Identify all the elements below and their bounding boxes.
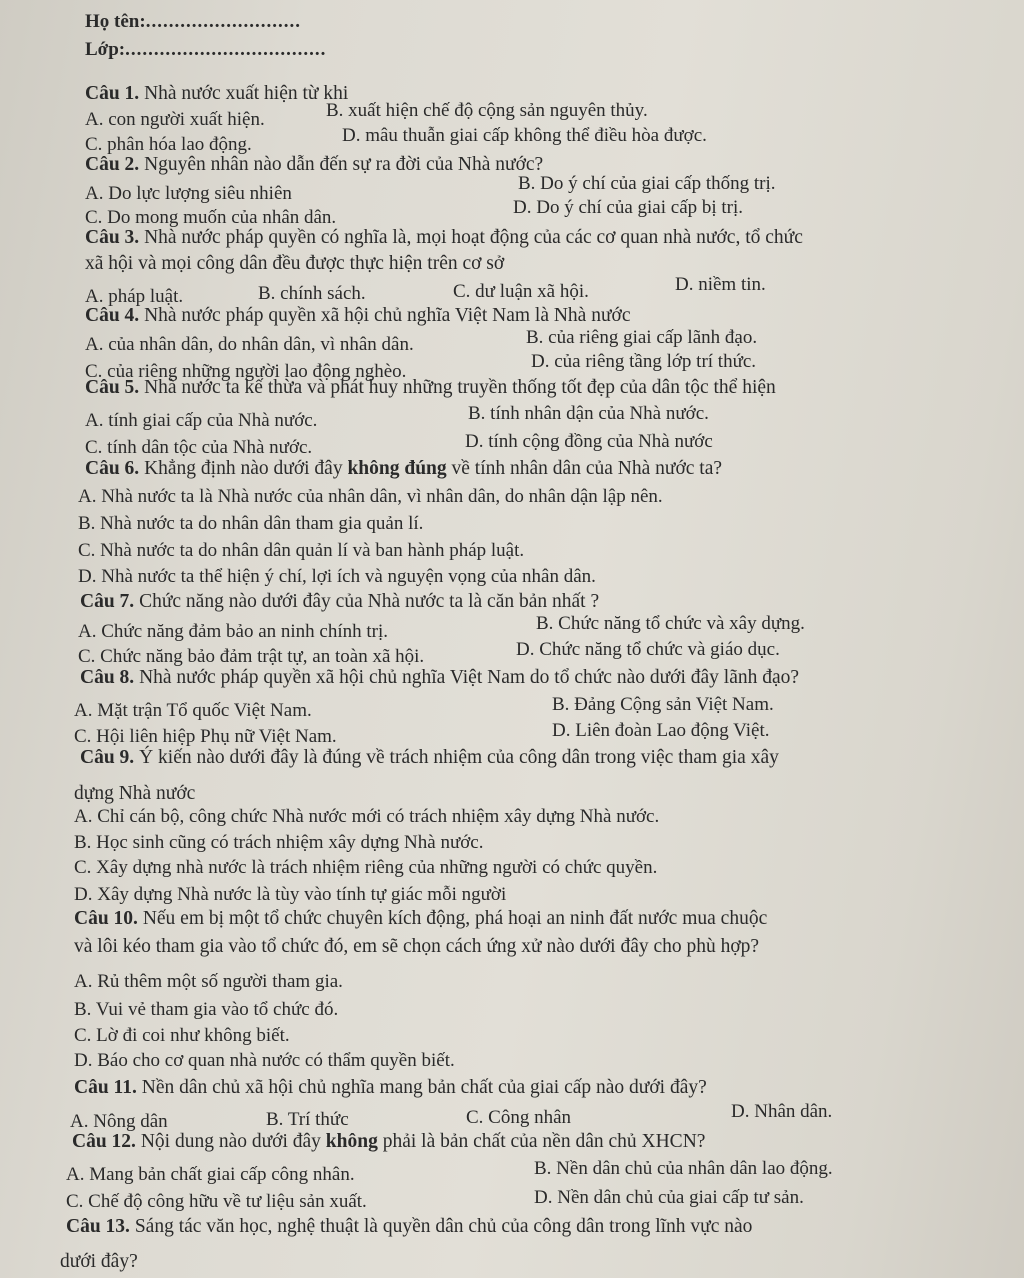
q7-option-b: B. Chức năng tổ chức và xây dựng. <box>536 613 805 634</box>
question-9 <box>80 746 779 770</box>
question-4-number: Câu 4. <box>85 305 140 326</box>
question-11 <box>74 1076 707 1100</box>
q3-option-d: D. niềm tin. <box>675 274 766 295</box>
q12-option-c: C. Chế độ công hữu về tư liệu sản xuất. <box>66 1191 367 1212</box>
q8-option-a: A. Mặt trận Tổ quốc Việt Nam. <box>74 700 312 721</box>
q3-option-a: A. pháp luật. <box>85 286 184 307</box>
question-5 <box>85 376 776 400</box>
question-13 <box>66 1215 752 1239</box>
q7-option-d: D. Chức năng tổ chức và giáo dục. <box>516 639 780 660</box>
question-5-text: Nhà nước ta kế thừa và phát huy những truyền thống tốt đẹp của dân tộc thể hiện <box>144 377 776 398</box>
question-11-number: Câu 11. <box>74 1077 137 1098</box>
question-7 <box>80 590 599 614</box>
q8-option-d: D. Liên đoàn Lao động Việt. <box>552 720 770 741</box>
q6-option-c: C. Nhà nước ta do nhân dân quản lí và ban hành pháp luật. <box>78 540 525 561</box>
question-12 <box>72 1130 705 1154</box>
q4-option-c: C. của riêng những người lao động nghèo. <box>85 361 407 382</box>
question-4-text: Nhà nước pháp quyền xã hội chủ nghĩa Việt Nam là Nhà nước <box>144 305 631 326</box>
q3-option-c: C. dư luận xã hội. <box>453 281 589 302</box>
question-10-text-cont: và lôi kéo tham gia vào tổ chức đó, em sẽ chọn cách ứng xử nào dưới đây cho phù hợp? <box>74 936 760 957</box>
q9-option-b: B. Học sinh cũng có trách nhiệm xây dựng Nhà nước. <box>74 832 484 853</box>
q1-option-a: A. con người xuất hiện. <box>85 109 265 130</box>
q10-option-b: B. Vui vẻ tham gia vào tổ chức đó. <box>74 999 339 1020</box>
q11-option-a: A. Nông dân <box>70 1111 168 1132</box>
q10-option-d: D. Báo cho cơ quan nhà nước có thẩm quyền biết. <box>74 1050 455 1071</box>
question-2-text: Nguyên nhân nào dẫn đến sự ra đời của Nhà nước? <box>144 154 544 175</box>
question-10-text: Nếu em bị một tổ chức chuyên kích động, phá hoại an ninh đất nước mua chuộc <box>142 908 768 929</box>
question-11-text: Nền dân chủ xã hội chủ nghĩa mang bản chất của giai cấp nào dưới đây? <box>141 1077 707 1098</box>
q10-option-a: A. Rủ thêm một số người tham gia. <box>74 971 343 992</box>
q5-option-b: B. tính nhân dận của Nhà nước. <box>468 403 709 424</box>
q7-option-c: C. Chức năng bảo đảm trật tự, an toàn xã hội. <box>78 646 425 667</box>
question-3-number: Câu 3. <box>85 227 140 248</box>
q6-option-a: A. Nhà nước ta là Nhà nước của nhân dân, vì nhân dân, do nhân dận lập nên. <box>78 486 663 507</box>
question-1 <box>85 82 348 106</box>
q7-option-a: A. Chức năng đảm bảo an ninh chính trị. <box>78 621 389 642</box>
q2-option-b: B. Do ý chí của giai cấp thống trị. <box>518 173 776 194</box>
q12-option-a: A. Mang bản chất giai cấp công nhân. <box>66 1164 355 1185</box>
question-1-text: Nhà nước xuất hiện từ khi <box>144 83 349 104</box>
question-13-text-cont: dưới đây? <box>60 1251 138 1272</box>
question-13-number: Câu 13. <box>66 1216 130 1237</box>
q6-option-b: B. Nhà nước ta do nhân dân tham gia quản lí. <box>78 513 424 534</box>
question-13-text: Sáng tác văn học, nghệ thuật là quyền dân chủ của công dân trong lĩnh vực nào <box>134 1216 753 1237</box>
question-3-text: Nhà nước pháp quyền có nghĩa là, mọi hoạt động của các cơ quan nhà nước, tổ chức <box>144 227 803 248</box>
name-label: Họ tên: <box>85 11 146 32</box>
question-10-number: Câu 10. <box>74 908 138 929</box>
q9-option-c: C. Xây dựng nhà nước là trách nhiệm riêng của những người có chức quyền. <box>74 857 658 878</box>
q9-option-a: A. Chỉ cán bộ, công chức Nhà nước mới có trách nhiệm xây dựng Nhà nước. <box>74 806 660 827</box>
q5-option-c: C. tính dân tộc của Nhà nước. <box>85 437 313 458</box>
question-6-text-bold: không đúng <box>347 458 447 479</box>
class-dots: ................................... <box>125 39 327 60</box>
q1-option-c: C. phân hóa lao động. <box>85 134 252 155</box>
q9-option-d: D. Xây dựng Nhà nước là tùy vào tính tự giác mỗi người <box>74 884 507 905</box>
question-12-text-pre: Nội dung nào dưới đây <box>140 1131 326 1152</box>
name-field <box>85 10 301 34</box>
question-2-number: Câu 2. <box>85 154 140 175</box>
question-7-number: Câu 7. <box>80 591 135 612</box>
q12-option-b: B. Nền dân chủ của nhân dân lao động. <box>534 1158 833 1179</box>
q2-option-c: C. Do mong muốn của nhân dân. <box>85 207 337 228</box>
question-10 <box>74 907 767 931</box>
q11-option-d: D. Nhân dân. <box>731 1101 833 1122</box>
question-2 <box>85 153 543 177</box>
class-label: Lớp: <box>85 39 126 60</box>
q6-option-d: D. Nhà nước ta thể hiện ý chí, lợi ích và nguyện vọng của nhân dân. <box>78 566 596 587</box>
q3-option-b: B. chính sách. <box>258 283 366 304</box>
question-12-number: Câu 12. <box>72 1131 136 1152</box>
q2-option-a: A. Do lực lượng siêu nhiên <box>85 183 292 204</box>
q5-option-d: D. tính cộng đồng của Nhà nước <box>465 431 713 452</box>
question-8 <box>80 666 799 690</box>
question-3 <box>85 226 803 250</box>
question-12-text-bold: không <box>325 1131 378 1152</box>
question-8-text: Nhà nước pháp quyền xã hội chủ nghĩa Việt Nam do tổ chức nào dưới đây lãnh đạo? <box>139 667 800 688</box>
question-6-text-pre: Khẳng định nào dưới đây <box>144 458 348 479</box>
question-9-number: Câu 9. <box>80 747 135 768</box>
q1-option-b: B. xuất hiện chế độ cộng sản nguyên thủy. <box>326 100 648 121</box>
class-field <box>85 38 326 62</box>
question-12-text-post: phải là bản chất của nền dân chủ XHCN? <box>377 1131 706 1152</box>
q4-option-b: B. của riêng giai cấp lãnh đạo. <box>526 327 758 348</box>
q8-option-c: C. Hội liên hiệp Phụ nữ Việt Nam. <box>74 726 337 747</box>
question-6 <box>85 457 722 481</box>
q11-option-b: B. Trí thức <box>266 1109 349 1130</box>
question-8-number: Câu 8. <box>80 667 135 688</box>
question-7-text: Chức năng nào dưới đây của Nhà nước ta là căn bản nhất ? <box>139 591 600 612</box>
question-9-text-cont: dựng Nhà nước <box>74 783 196 804</box>
q4-option-a: A. của nhân dân, do nhân dân, vì nhân dân. <box>85 334 414 355</box>
question-9-text: Ý kiến nào dưới đây là đúng về trách nhiệm của công dân trong việc tham gia xây <box>139 747 779 768</box>
q4-option-d: D. của riêng tầng lớp trí thức. <box>531 351 757 372</box>
question-3-text-cont: xã hội và mọi công dân đều được thực hiện trên cơ sở <box>85 253 505 274</box>
q12-option-d: D. Nền dân chủ của giai cấp tư sản. <box>534 1187 804 1208</box>
question-6-number: Câu 6. <box>85 458 140 479</box>
question-1-number: Câu 1. <box>85 83 140 104</box>
question-5-number: Câu 5. <box>85 377 140 398</box>
q1-option-d: D. mâu thuẫn giai cấp không thể điều hòa được. <box>342 125 707 146</box>
q11-option-c: C. Công nhân <box>466 1107 572 1128</box>
name-dots: ........................... <box>145 11 301 32</box>
question-6-text-post: về tính nhân dân của Nhà nước ta? <box>446 458 723 479</box>
q10-option-c: C. Lờ đi coi như không biết. <box>74 1025 290 1046</box>
q5-option-a: A. tính giai cấp của Nhà nước. <box>85 410 318 431</box>
q2-option-d: D. Do ý chí của giai cấp bị trị. <box>513 197 744 218</box>
question-4 <box>85 304 631 328</box>
q8-option-b: B. Đảng Cộng sản Việt Nam. <box>552 694 774 715</box>
